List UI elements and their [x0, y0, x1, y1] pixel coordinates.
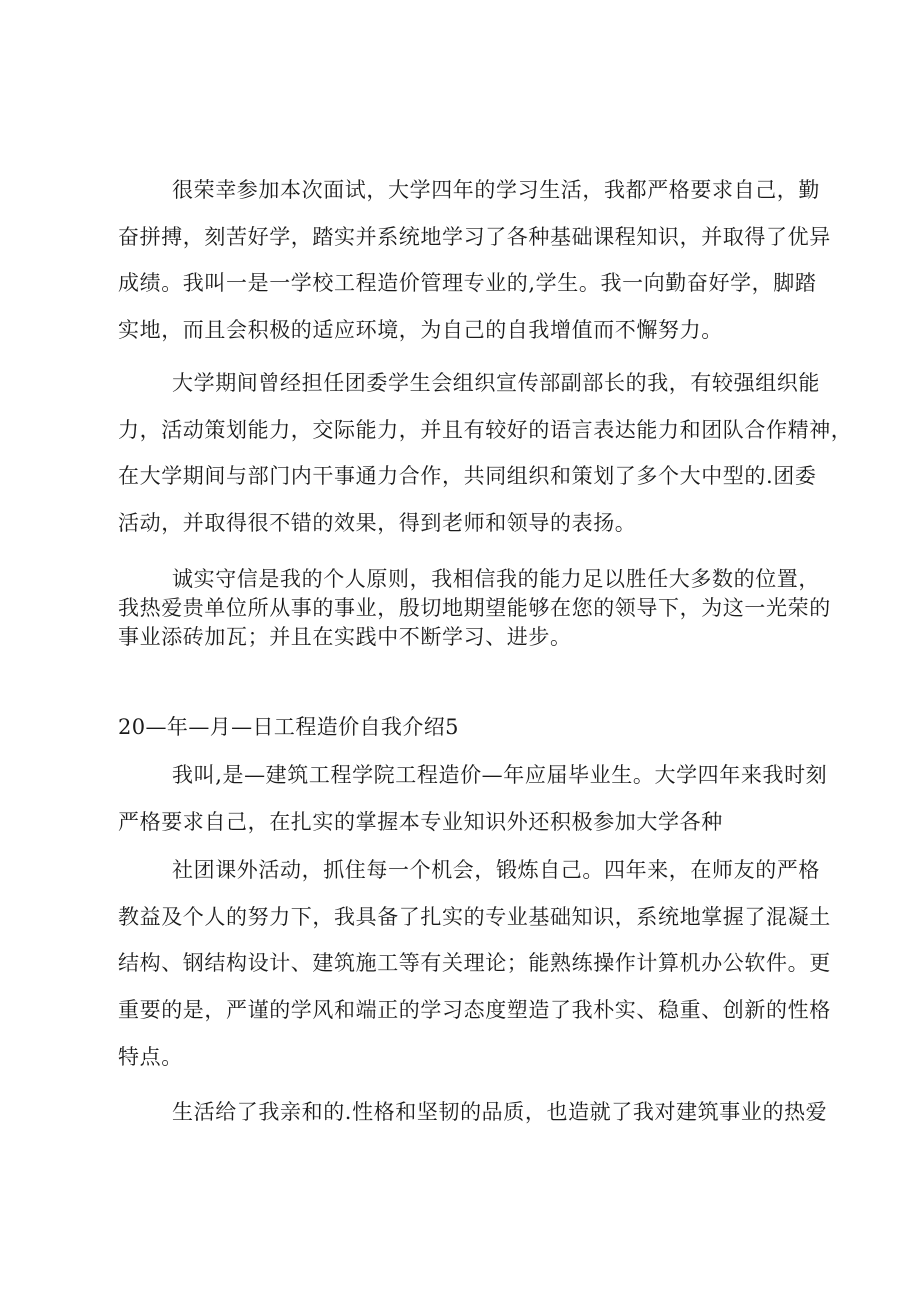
paragraph-1-line-4: 实地，而且会积极的适应环境，为自己的自我增值而不懈努力。: [118, 318, 723, 342]
paragraph-3-line-1: 诚实守信是我的个人原则，我相信我的能力足以胜任大多数的位置，: [172, 567, 820, 591]
paragraph-5-line-3: 结构、钢结构设计、建筑施工等有关理论；能熟练操作计算机办公软件。更: [118, 951, 831, 975]
paragraph-4-line-1: 我叫,是—建筑工程学院工程造价—年应届毕业生。大学四年来我时刻: [172, 763, 828, 787]
paragraph-5-line-2: 教益及个人的努力下，我具备了扎实的专业基础知识，系统地掌握了混凝土: [118, 905, 831, 929]
paragraph-2-line-2: 力，活动策划能力，交际能力，并且有较好的语言表达能力和团队合作精神，: [118, 418, 853, 442]
paragraph-2-line-1: 大学期间曾经担任团委学生会组织宣传部副部长的我，有较强组织能: [172, 371, 820, 395]
paragraph-2-line-3: 在大学期间与部门内干事通力合作，共同组织和策划了多个大中型的.团委: [118, 464, 817, 488]
section-heading: 20—年—月—日工程造价自我介绍5: [118, 715, 459, 739]
paragraph-1-line-2: 奋拼搏，刻苦好学，踏实并系统地学习了各种基础课程知识，并取得了优异: [118, 225, 831, 249]
paragraph-4-line-2: 严格要求自己，在扎实的掌握本专业知识外还积极参加大学各种: [118, 810, 723, 834]
paragraph-1-line-3: 成绩。我叫一是一学校工程造价管理专业的,学生。我一向勤奋好学，脚踏: [118, 271, 817, 295]
paragraph-5-line-1: 社团课外活动，抓住每一个机会，锻炼自己。四年来，在师友的严格: [172, 858, 820, 882]
paragraph-1-line-1: 很荣幸参加本次面试，大学四年的学习生活，我都严格要求自己，勤: [172, 178, 820, 202]
paragraph-3-line-3: 事业添砖加瓦；并且在实践中不断学习、进步。: [118, 625, 572, 649]
paragraph-6-line-1: 生活给了我亲和的.性格和坚韧的品质，也造就了我对建筑事业的热爱: [172, 1100, 828, 1124]
paragraph-5-line-5: 特点。: [118, 1045, 183, 1069]
paragraph-2-line-4: 活动，并取得很不错的效果，得到老师和领导的表扬。: [118, 511, 637, 535]
paragraph-5-line-4: 重要的是，严谨的学风和端正的学习态度塑造了我朴实、稳重、创新的性格: [118, 998, 831, 1022]
paragraph-3-line-2: 我热爱贵单位所从事的事业，殷切地期望能够在您的领导下，为这一光荣的: [118, 596, 831, 620]
